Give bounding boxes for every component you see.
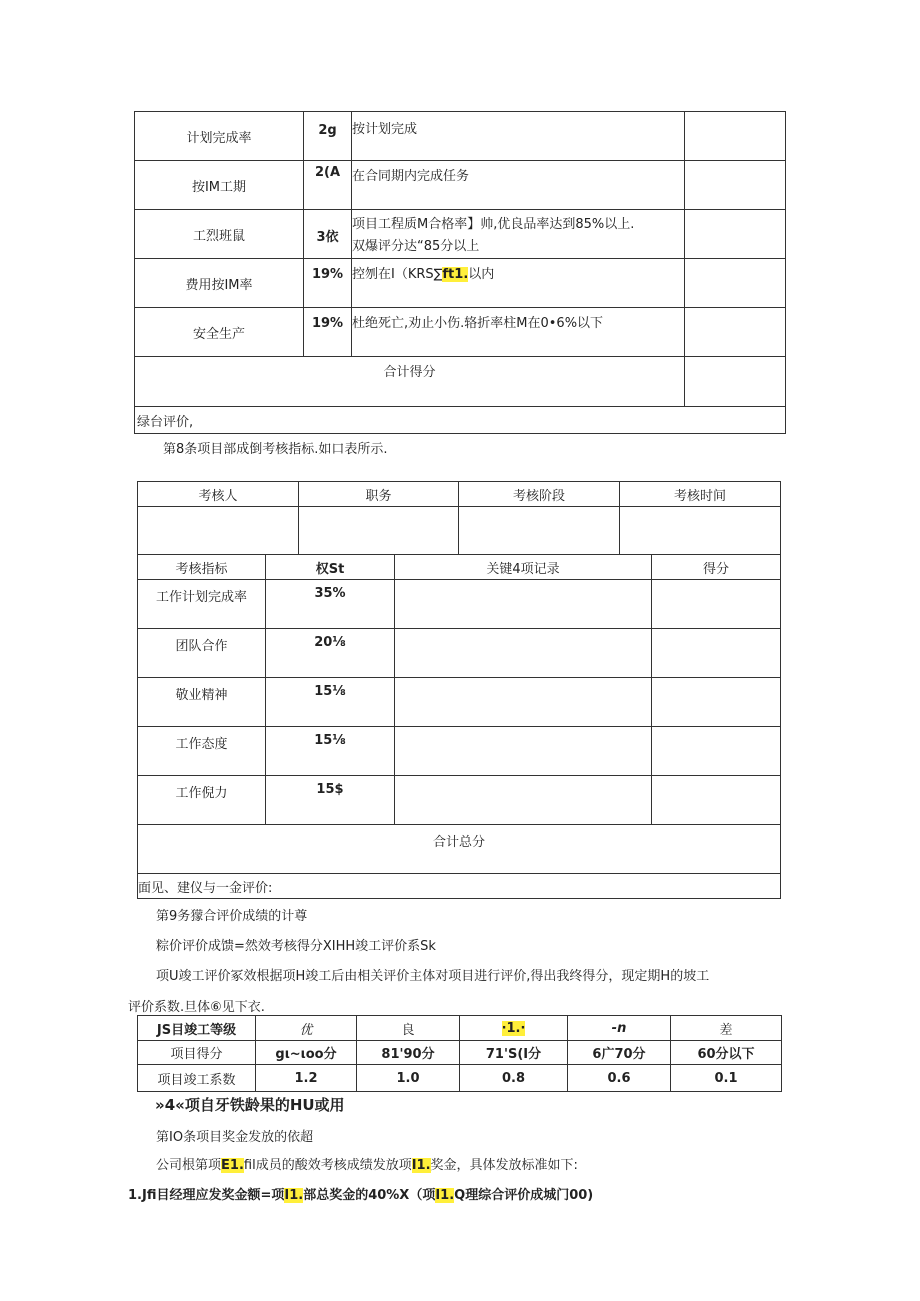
input-cell bbox=[138, 507, 299, 555]
indicator-desc bbox=[352, 308, 685, 357]
paragraph-description-cont: 评价系数.旦体⑥见下衣. bbox=[128, 1000, 265, 1015]
score-cell bbox=[685, 210, 786, 259]
record-cell bbox=[395, 678, 652, 727]
header-cell: 考核阶段 bbox=[459, 482, 620, 507]
indicator-name: 敬业精神 bbox=[138, 678, 266, 727]
score-cell bbox=[685, 259, 786, 308]
indicator-weight: 2g bbox=[304, 112, 352, 161]
header-cell: 考核时间 bbox=[620, 482, 781, 507]
grade-cell bbox=[460, 1016, 568, 1041]
indicator-name: 工作计划完成率 bbox=[138, 580, 266, 629]
table-staff-evaluation bbox=[137, 554, 781, 899]
indicator-weight: 19% bbox=[304, 308, 352, 357]
score-cell bbox=[652, 629, 781, 678]
record-cell bbox=[395, 580, 652, 629]
table-row bbox=[135, 210, 786, 259]
row-label: 项目竣工系数 bbox=[138, 1065, 256, 1092]
score-cell bbox=[685, 357, 786, 407]
score-range-cell: 71'S(I分 bbox=[460, 1041, 568, 1065]
paragraph-company-rule bbox=[156, 1154, 578, 1173]
comment-label: 面见、建仪与一金评价: bbox=[138, 874, 781, 899]
grade-row bbox=[138, 1016, 782, 1041]
row-label: JS目竣工等级 bbox=[138, 1016, 256, 1041]
table-row bbox=[135, 161, 786, 210]
grade-cell: 良 bbox=[357, 1016, 460, 1041]
score-range-cell: gι~ιoo分 bbox=[256, 1041, 357, 1065]
coefficient-cell: 0.1 bbox=[671, 1065, 782, 1092]
score-cell bbox=[652, 727, 781, 776]
indicator-name: 工作倪力 bbox=[138, 776, 266, 825]
table-staff-evaluation-header bbox=[137, 481, 781, 555]
indicator-desc-line: 项目工程质M合格率】帅,优良品率达到85%以上. bbox=[352, 217, 635, 232]
table-row bbox=[138, 727, 781, 776]
score-range-cell: 81'90分 bbox=[357, 1041, 460, 1065]
indicator-desc bbox=[352, 112, 685, 161]
paragraph-article-10: 第IO条项目奖金发放的依超 bbox=[156, 1130, 314, 1145]
indicator-desc-part: 以内 bbox=[468, 267, 495, 282]
table-row-comment bbox=[138, 874, 781, 899]
table-project-evaluation bbox=[134, 111, 786, 434]
indicator-name: 费用按IM率 bbox=[135, 259, 304, 308]
indicator-weight: 35% bbox=[266, 580, 395, 629]
row-label: 项目得分 bbox=[138, 1041, 256, 1065]
indicator-desc-line: 双爆评分达“85分以上 bbox=[352, 239, 480, 254]
score-cell bbox=[685, 112, 786, 161]
indicator-weight: 15⅛ bbox=[266, 727, 395, 776]
header-cell: 职务 bbox=[299, 482, 459, 507]
text-part: 奖金，具体发放标准如下: bbox=[430, 1158, 578, 1173]
score-cell bbox=[652, 580, 781, 629]
indicator-weight: 3依 bbox=[304, 210, 352, 259]
record-cell bbox=[395, 727, 652, 776]
indicator-desc bbox=[352, 210, 685, 259]
comment-label: 绿台评价, bbox=[135, 407, 786, 434]
highlight-mark: E1. bbox=[221, 1158, 244, 1173]
coefficient-row bbox=[138, 1065, 782, 1092]
coefficient-cell: 0.6 bbox=[568, 1065, 671, 1092]
coefficient-cell: 1.2 bbox=[256, 1065, 357, 1092]
grade-cell: 差 bbox=[671, 1016, 782, 1041]
indicator-weight: 2(A bbox=[304, 161, 352, 210]
coefficient-cell: 0.8 bbox=[460, 1065, 568, 1092]
indicator-desc-line: 在合同期内完成任务 bbox=[352, 169, 470, 184]
indicator-name: 安全生产 bbox=[135, 308, 304, 357]
table-row-total bbox=[135, 357, 786, 407]
text-part: fil成员的酸效考核成绩发放项 bbox=[243, 1158, 412, 1173]
header-cell: 权St bbox=[266, 555, 395, 580]
text-part: 公司根第项 bbox=[156, 1158, 222, 1173]
grade-cell: -n bbox=[568, 1016, 671, 1041]
table-row bbox=[138, 678, 781, 727]
highlight-mark: ft1. bbox=[442, 267, 469, 282]
table-row-comment bbox=[135, 407, 786, 434]
grade-cell: 优 bbox=[256, 1016, 357, 1041]
indicator-name: 工作态度 bbox=[138, 727, 266, 776]
indicator-desc-line: 杜绝死亡,劝止小伤.辂折率柱M在0•6%以下 bbox=[352, 316, 604, 331]
header-cell: 考核人 bbox=[138, 482, 299, 507]
paragraph-article-9: 第9务獴合评价成绩的计尊 bbox=[156, 909, 308, 924]
indicator-weight: 19% bbox=[304, 259, 352, 308]
score-cell bbox=[685, 161, 786, 210]
table-row-total bbox=[138, 825, 781, 874]
paragraph-item-1 bbox=[128, 1184, 593, 1203]
input-cell bbox=[620, 507, 781, 555]
total-label: 合计总分 bbox=[138, 825, 781, 874]
indicator-weight: 20⅛ bbox=[266, 629, 395, 678]
highlight-mark: I1. bbox=[435, 1188, 455, 1203]
score-range-cell: 6广70分 bbox=[568, 1041, 671, 1065]
indicator-weight: 15$ bbox=[266, 776, 395, 825]
header-cell: 关键4项记录 bbox=[395, 555, 652, 580]
score-cell bbox=[652, 678, 781, 727]
paragraph-article-8: 第8条项目部成倒考核指标.如口表所示. bbox=[163, 442, 388, 457]
header-cell: 得分 bbox=[652, 555, 781, 580]
indicator-weight: 15⅛ bbox=[266, 678, 395, 727]
table-row bbox=[138, 776, 781, 825]
table-header-row bbox=[138, 555, 781, 580]
paragraph-formula: 粽价评价成馈=然效考核得分XIHH竣工评价系Sk bbox=[156, 939, 436, 954]
text-part: Q理综合评价成城门00) bbox=[454, 1188, 594, 1203]
table-row bbox=[138, 507, 781, 555]
text-part: 部总奖金的40%X（项 bbox=[303, 1188, 436, 1203]
total-label: 合计得分 bbox=[135, 357, 685, 407]
indicator-name: 按IM工期 bbox=[135, 161, 304, 210]
score-range-cell: 60分以下 bbox=[671, 1041, 782, 1065]
highlight-mark: ·1.· bbox=[501, 1020, 526, 1036]
score-cell bbox=[685, 308, 786, 357]
table-row bbox=[138, 580, 781, 629]
coefficient-cell: 1.0 bbox=[357, 1065, 460, 1092]
indicator-desc-part: 控刎在I（KRS∑ bbox=[352, 267, 443, 282]
table-row bbox=[135, 259, 786, 308]
indicator-name: 计划完成率 bbox=[135, 112, 304, 161]
table-header-row bbox=[138, 482, 781, 507]
indicator-desc bbox=[352, 259, 685, 308]
score-row bbox=[138, 1041, 782, 1065]
score-cell bbox=[652, 776, 781, 825]
indicator-name: 工烈班鼠 bbox=[135, 210, 304, 259]
indicator-name: 团队合作 bbox=[138, 629, 266, 678]
table-row bbox=[135, 308, 786, 357]
text-part: 1.Jfi目经理应发奖金额=项 bbox=[128, 1188, 285, 1203]
indicator-desc-line: 按计划完成 bbox=[352, 122, 418, 137]
input-cell bbox=[459, 507, 620, 555]
table-completion-grade bbox=[137, 1015, 782, 1092]
highlight-mark: I1. bbox=[284, 1188, 304, 1203]
record-cell bbox=[395, 776, 652, 825]
paragraph-description: 项U竣工评价冢效根据项H竣工后由相关评价主体对项目进行评价,得出我终得分，现定期H的坡工 bbox=[156, 969, 710, 984]
input-cell bbox=[299, 507, 459, 555]
header-cell: 考核指标 bbox=[138, 555, 266, 580]
indicator-desc bbox=[352, 161, 685, 210]
highlight-mark: I1. bbox=[411, 1158, 431, 1173]
record-cell bbox=[395, 629, 652, 678]
table-row bbox=[138, 629, 781, 678]
section-heading: »4«项自牙铁龄果的HU或用 bbox=[155, 1096, 345, 1114]
table-row bbox=[135, 112, 786, 161]
